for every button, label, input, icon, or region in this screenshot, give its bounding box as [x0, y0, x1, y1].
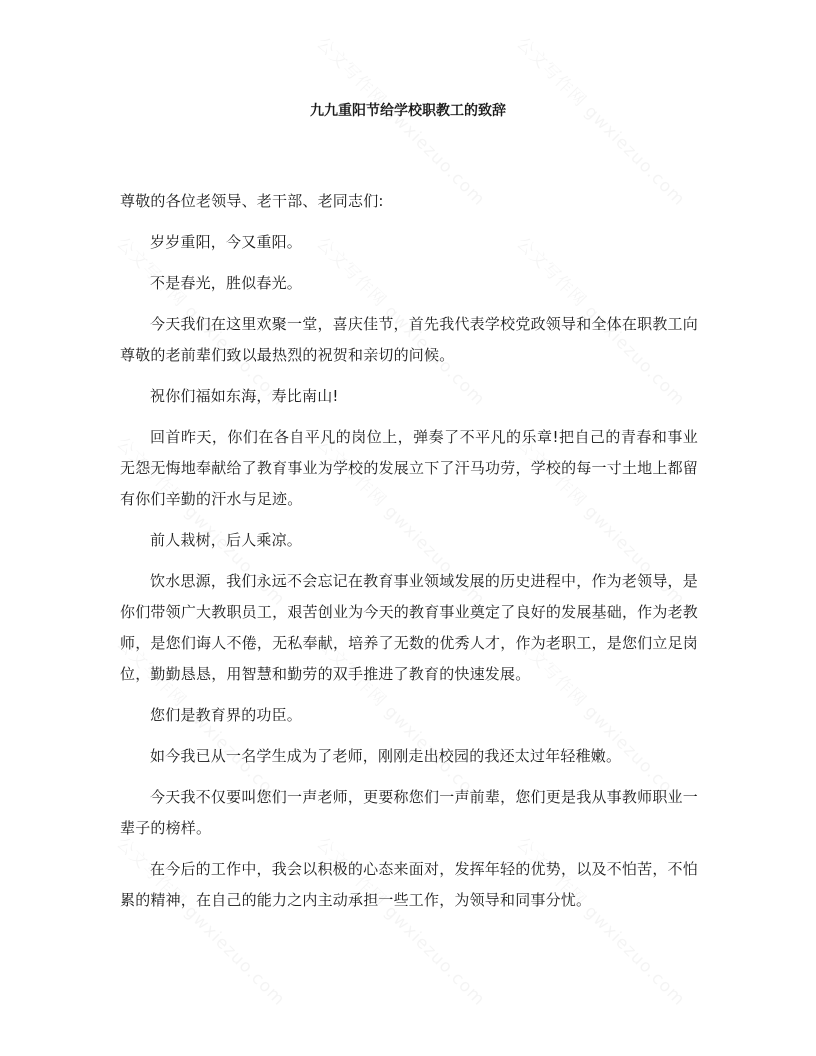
- document-body: [120, 186, 698, 926]
- paragraph: 祝你们福如东海，寿比南山!: [150, 387, 339, 405]
- paragraph: 不是春光，胜似春光。: [150, 274, 303, 292]
- paragraph: 岁岁重阳，今又重阳。: [150, 233, 303, 251]
- paragraph: 您们是教育界的功臣。: [150, 706, 303, 724]
- document-title: 九九重阳节给学校职教工的致辞: [310, 103, 506, 119]
- paragraph: 今天我们在这里欢聚一堂，喜庆佳节，首先我代表学校党政领导和全体在职教工向尊敬的老前辈们致以最热烈的祝贺和亲切的问候。: [120, 315, 698, 364]
- paragraph: 在今后的工作中，我会以积极的心态来面对，发挥年轻的优势，以及不怕苦，不怕累的精神，在自己的能力之内主动承担一些工作，为领导和同事分忧。: [120, 860, 698, 909]
- paragraph: 今天我不仅要叫您们一声老师，更要称您们一声前辈，您们更是我从事教师职业一辈子的榜样。: [120, 788, 698, 837]
- paragraph: 前人栽树，后人乘凉。: [150, 531, 303, 549]
- paragraph: 饮水思源，我们永远不会忘记在教育事业领域发展的历史进程中，作为老领导，是你们带领广大教职员工，艰苦创业为今天的教育事业奠定了良好的发展基础，作为老教师，是您们诲人不倦，无私奉献，培养了无数的优秀人才，作为老职工，是您们立足岗位，勤勤恳恳，用智慧和勤劳的双手推进了教育的快速发展。: [120, 572, 698, 683]
- paragraph: 回首昨天，你们在各自平凡的岗位上，弹奏了不平凡的乐章!把自己的青春和事业无怨无悔地奉献给了教育事业为学校的发展立下了汗马功劳，学校的每一寸土地上都留有你们辛勤的汗水与足迹。: [120, 428, 698, 508]
- paragraph: 如今我已从一名学生成为了老师，刚刚走出校园的我还太过年轻稚嫩。: [150, 747, 622, 765]
- salutation: 尊敬的各位老领导、老干部、老同志们:: [120, 192, 384, 210]
